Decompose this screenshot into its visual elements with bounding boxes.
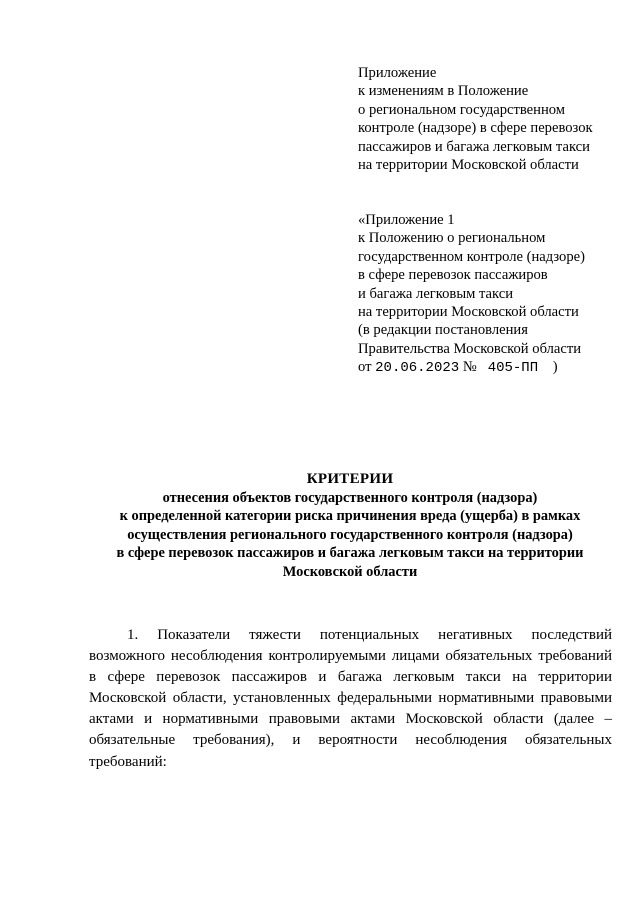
appendix-line: Приложение: [358, 65, 437, 81]
criteria-subtitle-line: к определенной категории риска причинения вреда (ущерба) в рамках: [119, 508, 581, 525]
decree-date-line: [358, 358, 620, 377]
appendix-line: пассажиров и багажа легковым такси: [358, 138, 590, 155]
document-body: [89, 625, 612, 773]
paragraph-1: 1. Показатели тяжести потенциальных негативных последствий возможного несоблюдения контролируемыми лицами обязательных требований в сфере перевозок пассажиров и багажа легковым такси на территории Московской области, установленных федеральными нормативными правовыми актами и нормативными правовыми актами Московской области (далее – обязательные требования), и вероятности несоблюдения обязательных требований:: [89, 627, 612, 770]
criteria-title-block: [60, 470, 640, 582]
appendix-line: государственном контроле (надзоре): [358, 248, 585, 265]
appendix-line: «Приложение 1: [358, 212, 455, 228]
appendix-line: к изменениям в Положение: [358, 83, 529, 100]
appendix-line: контроле (надзоре) в сфере перевозок: [358, 120, 593, 137]
appendix-line: Правительства Московской области: [358, 340, 582, 357]
appendix-line: к Положению о региональном: [358, 230, 546, 247]
appendix-header-annex-1: [358, 211, 620, 378]
appendix-line: на территории Московской области: [358, 157, 579, 174]
appendix-line: на территории Московской области: [358, 304, 579, 321]
decree-number: 405-ПП: [487, 360, 539, 377]
criteria-subtitle-line: отнесения объектов государственного контроля (надзора): [162, 489, 538, 506]
appendix-line: в сфере перевозок пассажиров: [358, 267, 548, 284]
number-sign: №: [462, 359, 477, 376]
criteria-subtitle-line: в сфере перевозок пассажиров и багажа легковым такси на территории: [116, 545, 584, 562]
closing-paren: ): [552, 359, 558, 376]
criteria-heading: КРИТЕРИИ: [306, 471, 394, 487]
appendix-line: и багажа легковым такси: [358, 285, 514, 302]
decree-date: 20.06.2023: [375, 360, 460, 377]
appendix-line: (в редакции постановления: [358, 322, 528, 339]
appendix-line: о региональном государственном: [358, 101, 566, 118]
criteria-subtitle-line: Московской области: [282, 563, 418, 580]
date-prefix: от: [358, 359, 372, 376]
appendix-header-amendments: [358, 64, 620, 174]
criteria-subtitle-line: осуществления регионального государственного контроля (надзора): [127, 526, 573, 543]
